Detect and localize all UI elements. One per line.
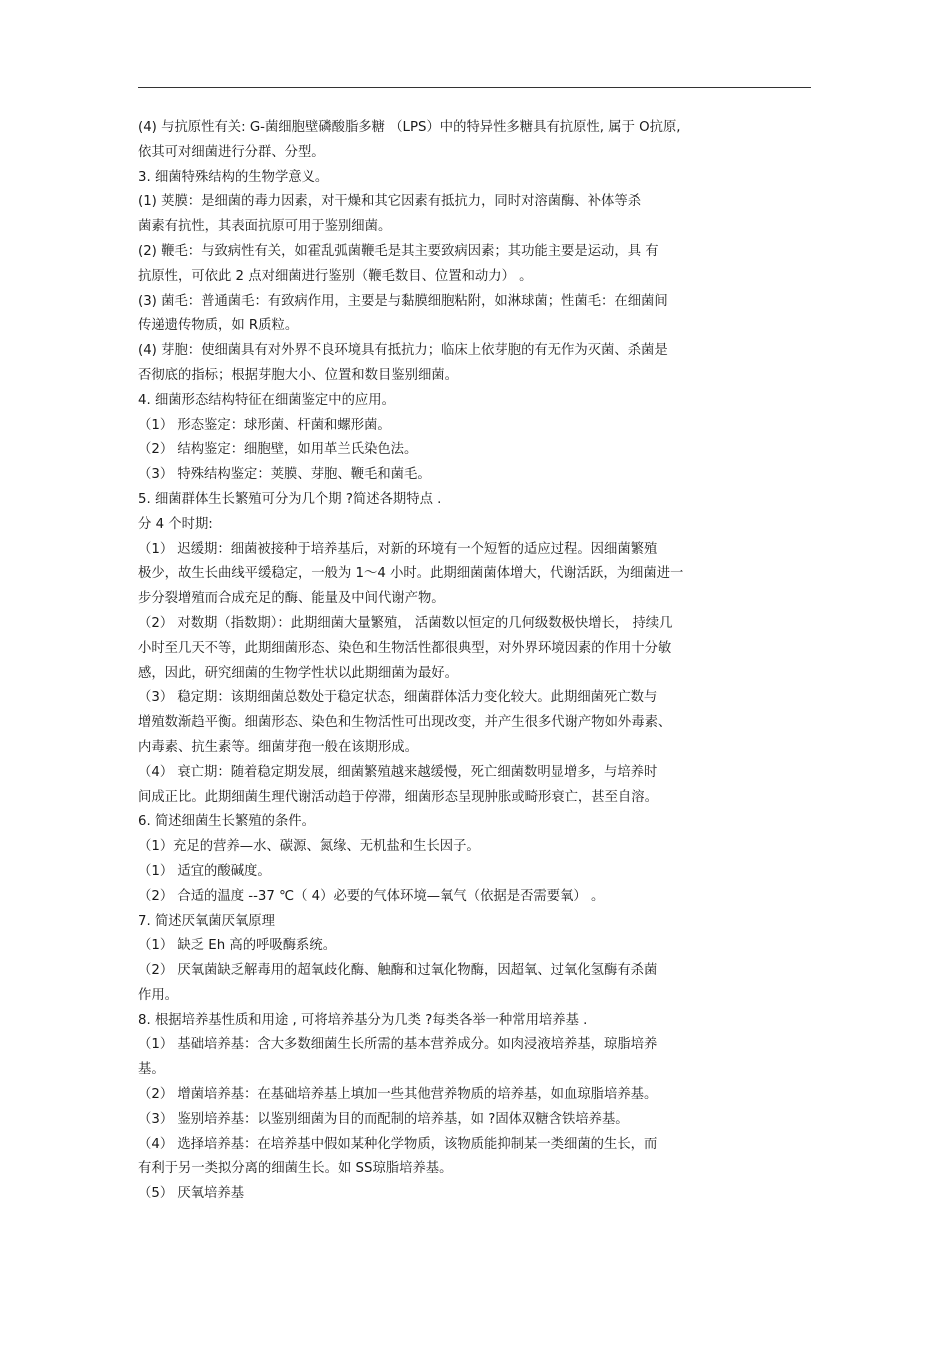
text-line: （3） 稳定期：该期细菌总数处于稳定状态，细菌群体活力变化较大。此期细菌死亡数与 bbox=[138, 690, 658, 706]
text-line: （1） 缺乏 Eh 高的呼吸酶系统。 bbox=[138, 938, 337, 954]
text-line: 增殖数渐趋平衡。细菌形态、染色和生物活性可出现改变，并产生很多代谢产物如外毒素、 bbox=[138, 715, 672, 731]
text-line: (4) 芽胞：使细菌具有对外界不良环境具有抵抗力；临床上依芽胞的有无作为灭菌、杀菌是 bbox=[138, 343, 668, 359]
text-line: （1） 形态鉴定：球形菌、杆菌和螺形菌。 bbox=[138, 417, 391, 433]
text-line: 极少，故生长曲线平缓稳定，一般为 1～4 小时。此期细菌菌体增大，代谢活跃，为细菌进一 bbox=[138, 566, 684, 582]
text-line: 有利于另一类拟分离的细菌生长。如 SS琼脂培养基。 bbox=[138, 1161, 453, 1177]
text-line: （5） 厌氧培养基 bbox=[138, 1186, 245, 1202]
text-line: 否彻底的指标；根据芽胞大小、位置和数目鉴别细菌。 bbox=[138, 367, 458, 383]
text-line: 分 4 个时期: bbox=[138, 516, 213, 532]
text-line: 步分裂增殖而合成充足的酶、能量及中间代谢产物。 bbox=[138, 591, 445, 607]
text-line: （3） 特殊结构鉴定：荚膜、芽胞、鞭毛和菌毛。 bbox=[138, 467, 431, 483]
text-line: 3. 细菌特殊结构的生物学意义。 bbox=[138, 169, 329, 185]
text-line: (2) 鞭毛：与致病性有关，如霍乱弧菌鞭毛是其主要致病因素；其功能主要是运动，具 有 bbox=[138, 243, 659, 259]
text-line: 内毒素、抗生素等。细菌芽孢一般在该期形成。 bbox=[138, 739, 418, 755]
text-line: 8. 根据培养基性质和用途 , 可将培养基分为几类 ?每类各举一种常用培养基 . bbox=[138, 1012, 588, 1028]
text-line: （2） 厌氧菌缺乏解毒用的超氧歧化酶、触酶和过氧化物酶，因超氧、过氧化氢酶有杀菌 bbox=[138, 963, 658, 979]
header-rule bbox=[138, 87, 811, 88]
text-line: 6. 简述细菌生长繁殖的条件。 bbox=[138, 814, 315, 830]
text-line: 作用。 bbox=[138, 987, 178, 1003]
text-line: 抗原性，可依此 2 点对细菌进行鉴别（鞭毛数目、位置和动力） 。 bbox=[138, 268, 533, 284]
text-line: （1） 迟缓期：细菌被接种于培养基后，对新的环境有一个短暂的适应过程。因细菌繁殖 bbox=[138, 541, 658, 557]
text-line: 7. 简述厌氧菌厌氧原理 bbox=[138, 913, 275, 929]
text-line: 5. 细菌群体生长繁殖可分为几个期 ?简述各期特点 . bbox=[138, 491, 442, 507]
text-line: 感，因此，研究细菌的生物学性状以此期细菌为最好。 bbox=[138, 665, 458, 681]
text-line: 小时至几天不等，此期细菌形态、染色和生物活性都很典型，对外界环境因素的作用十分敏 bbox=[138, 640, 672, 656]
text-line: (3) 菌毛：普通菌毛：有致病作用，主要是与黏膜细胞粘附，如淋球菌；性菌毛：在细菌间 bbox=[138, 293, 668, 309]
text-line: （4） 选择培养基：在培养基中假如某种化学物质，该物质能抑制某一类细菌的生长，而 bbox=[138, 1136, 658, 1152]
text-line: (1) 荚膜：是细菌的毒力因素，对干燥和其它因素有抵抗力，同时对溶菌酶、补体等杀 bbox=[138, 194, 642, 210]
text-line: 传递遗传物质，如 R质粒。 bbox=[138, 318, 299, 334]
text-line: （2） 对数期（指数期）：此期细菌大量繁殖， 活菌数以恒定的几何级数极快增长， 持续几 bbox=[138, 615, 673, 631]
text-line: （2） 合适的温度 --37 ℃（ 4）必要的气体环境—氧气（依据是否需要氧） 。 bbox=[138, 888, 605, 904]
document-body bbox=[138, 116, 816, 1207]
text-line: 4. 细菌形态结构特征在细菌鉴定中的应用。 bbox=[138, 392, 395, 408]
text-line: 菌素有抗性，其表面抗原可用于鉴别细菌。 bbox=[138, 219, 392, 235]
text-line: （1） 基础培养基：含大多数细菌生长所需的基本营养成分。如肉浸液培养基，琼脂培养 bbox=[138, 1037, 658, 1053]
text-line: （2） 结构鉴定：细胞壁，如用革兰氏染色法。 bbox=[138, 442, 418, 458]
text-line: （4） 衰亡期：随着稳定期发展，细菌繁殖越来越缓慢，死亡细菌数明显增多，与培养时 bbox=[138, 764, 658, 780]
text-line: (4) 与抗原性有关: G-菌细胞壁磷酸脂多糖 （LPS）中的特异性多糖具有抗原性, 属于 O抗原, bbox=[138, 120, 681, 135]
text-line: （3） 鉴别培养基：以鉴别细菌为目的而配制的培养基，如 ?固体双糖含铁培养基。 bbox=[138, 1111, 629, 1127]
text-line: （1）充足的营养—水、碳源、氮缘、无机盐和生长因子。 bbox=[138, 839, 480, 855]
text-line: 间成正比。此期细菌生理代谢活动趋于停滞，细菌形态呈现肿胀或畸形衰亡，甚至自溶。 bbox=[138, 789, 658, 805]
text-line: 基。 bbox=[138, 1062, 165, 1078]
text-line: 依其可对细菌进行分群、分型。 bbox=[138, 144, 325, 160]
text-line: （1） 适宜的酸碱度。 bbox=[138, 863, 271, 879]
text-line: （2） 增菌培养基：在基础培养基上填加一些其他营养物质的培养基，如血琼脂培养基。 bbox=[138, 1087, 658, 1103]
